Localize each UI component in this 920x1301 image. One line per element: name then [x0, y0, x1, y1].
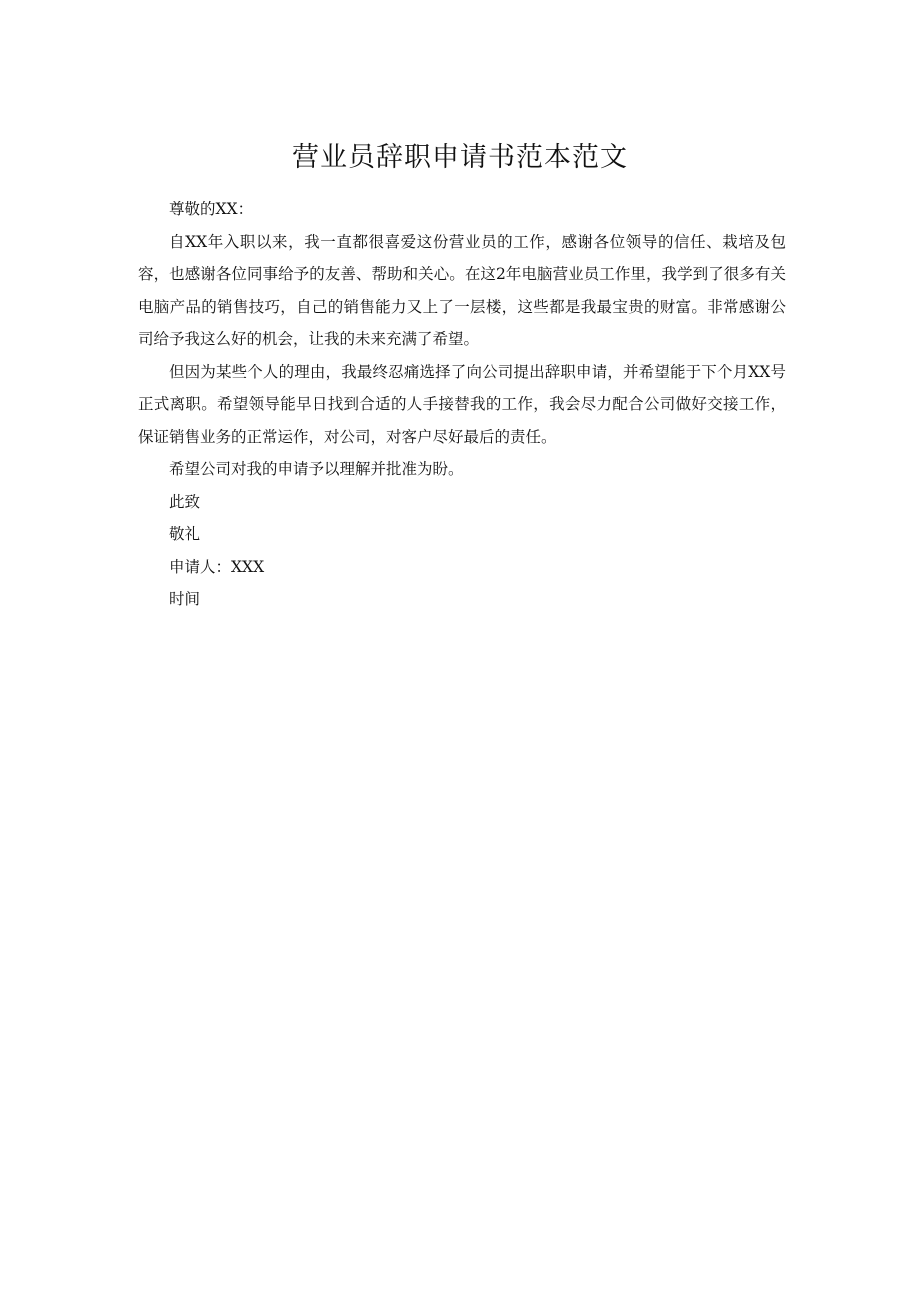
applicant-line: 申请人：XXX [169, 557, 265, 576]
salutation: 尊敬的XX： [169, 200, 254, 218]
date-line: 时间 [169, 590, 201, 608]
closing-1: 此致 [169, 492, 201, 511]
paragraph-2: 但因为某些个人的理由，我最终忍痛选择了向公司提出辞职申请，并希望能于下个月XX号正式离职。希望领导能早日找到合适的人手接替我的工作，我会尽力配合公司做好交接工作，保证销售业务的正常运作，对公司，对客户尽好最后的责任。 [138, 362, 786, 446]
paragraph-3: 希望公司对我的申请予以理解并批准为盼。 [169, 460, 464, 478]
closing-2: 敬礼 [169, 525, 201, 543]
letter-body [138, 193, 786, 616]
paragraph-1: 自XX年入职以来，我一直都很喜爱这份营业员的工作，感谢各位领导的信任、栽培及包容，也感谢各位同事给予的友善、帮助和关心。在这2年电脑营业员工作里，我学到了很多有关电脑产品的销售技巧，自己的销售能力又上了一层楼，这些都是我最宝贵的财富。非常感谢公司给予我这么好的机会，让我的未来充满了希望。 [138, 232, 786, 348]
document-title: 营业员辞职申请书范本范文 [292, 142, 628, 173]
